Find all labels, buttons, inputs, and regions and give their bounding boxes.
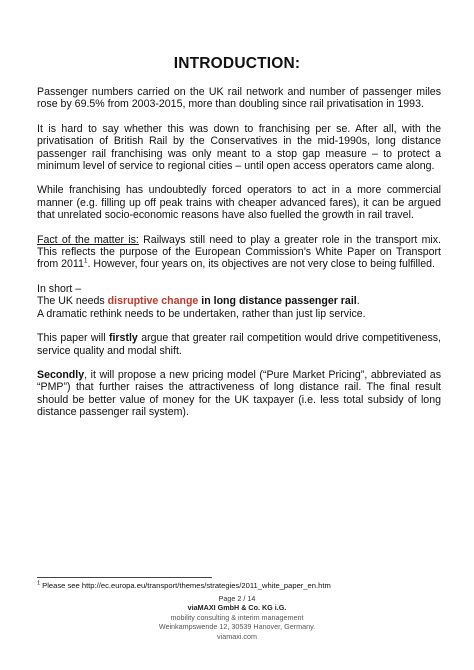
footer-website: viamaxi.com [217, 631, 257, 641]
footer-company: viaMAXI GmbH & Co. KG i.G. [187, 603, 287, 613]
uk-needs-period: . [356, 295, 360, 308]
footnote-reference: 1 [83, 257, 88, 265]
paragraph-commercial: While franchising has undoubtedly forced operators to act in a more commercial manner (e.g. filling up off peak trains with cheaper advanced fares), it can be argued that unrelated socio-economic reasons have also fuelled the growth in rail travel. [37, 184, 441, 222]
footer-tagline: mobility consulting & interim management [170, 612, 304, 622]
body-text [37, 86, 441, 431]
secondly-bold: Secondly [37, 368, 85, 381]
firstly-text: argue that greater rail competition would drive competitiveness, service quality and modal shift. [37, 332, 441, 357]
fact-of-matter-end: . However, four years on, its objectives are not very close to being fulfilled. [87, 258, 435, 271]
paragraph-in-short: In short – [37, 282, 82, 295]
secondly-text: , it will propose a new pricing model (“Pure Market Pricing”, abbreviated as “PMP”) that further raises the attractiveness of long distance rail. The final result should be better value of money for the UK taxpayer (i.e. less total subsidy of long distance passenger rail system). [37, 368, 441, 419]
paragraph-franchising: It is hard to say whether this was down to franchising per se. After all, with the privatisation of British Rail by the Conservatives in the mid-1990s, long distance passenger rail franchising was only meant to a stop gap measure – to protect a minimum level of service to regional cities – until open access operators came along. [37, 122, 441, 173]
long-distance-rail-bold: in long distance passenger rail [198, 295, 357, 308]
footnote [37, 581, 331, 591]
paragraph-firstly [37, 332, 441, 357]
disruptive-change-highlight: disruptive change [107, 295, 199, 308]
page-title: INTRODUCTION: [173, 55, 301, 72]
uk-needs-prefix: The UK needs [37, 295, 108, 308]
page-number: Page 2 / 14 [218, 594, 256, 603]
footnote-text: Please see http://ec.europa.eu/transport/themes/strategies/2011_white_paper_en.htm [40, 581, 331, 590]
footer-address: Weinkampswende 12, 30539 Hanover, Germany. [158, 622, 316, 632]
firstly-bold: firstly [108, 332, 138, 345]
footnote-divider [37, 577, 212, 578]
paragraph-uk-needs [37, 295, 441, 307]
fact-of-matter-lead: Fact of the matter is: [37, 233, 139, 246]
paragraph-dramatic-rethink: A dramatic rethink needs to be undertaken, rather than just lip service. [37, 307, 366, 320]
page-footer [0, 594, 474, 641]
firstly-prefix: This paper will [37, 332, 109, 345]
paragraph-passenger-numbers: Passenger numbers carried on the UK rail network and number of passenger miles rose by 69.5% from 2003-2015, more than doubling since rail privatisation in 1993. [37, 86, 441, 111]
fact-of-matter-text: Railways still need to play a greater role in the transport mix. This reflects the purpose of the European Commission’s White Paper on Transport from 2011 [37, 233, 441, 271]
footnote-marker: 1 [37, 580, 41, 587]
paragraph-secondly [37, 369, 441, 419]
paragraph-fact-of-matter [37, 234, 441, 271]
